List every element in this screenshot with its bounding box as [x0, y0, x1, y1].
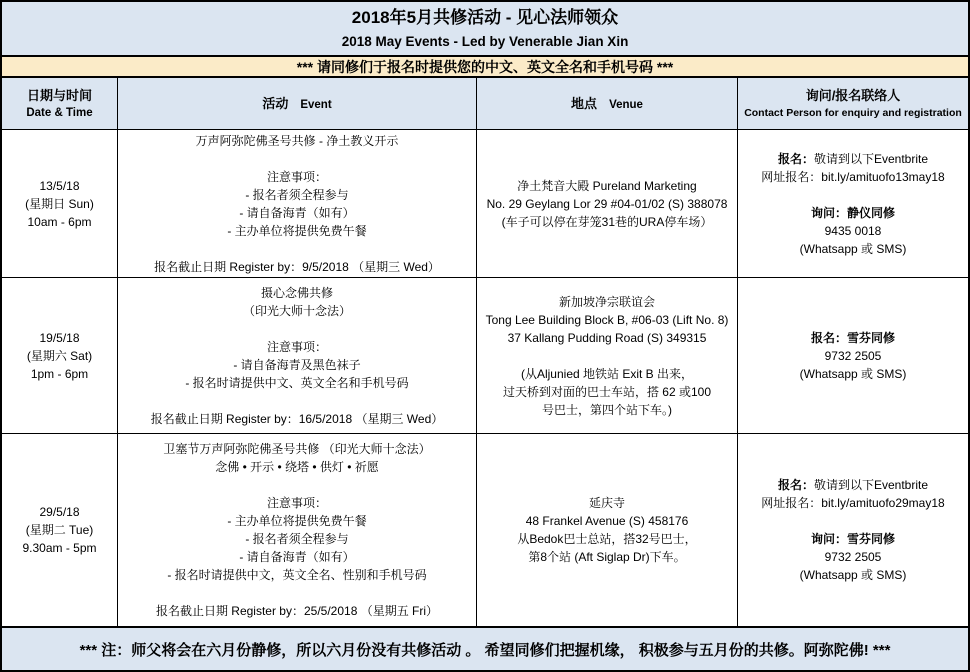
contact-cell: [738, 434, 968, 626]
text-line: 过天桥到对面的巴士车站，搭 62 或100: [502, 384, 712, 399]
footer-note-text: *** 注：师父将会在六月份静修，所以六月份没有共修活动 。 希望同修们把握机缘， 积极参与五月份的共修。阿弥陀佛! ***: [79, 641, 891, 659]
col-header-event-en: Event: [300, 98, 332, 111]
venue-cell: [477, 434, 738, 626]
notice-banner: [2, 57, 968, 78]
text-line: (星期二 Tue): [25, 523, 94, 537]
text-line: 报名截止日期 Register by：9/5/2018 （星期三 Wed）: [154, 259, 440, 274]
text-line: 注意事项：: [266, 339, 327, 354]
text-line: 报名截止日期 Register by：25/5/2018 （星期五 Fri）: [155, 604, 439, 618]
text-line: 报名：敬请到以下Eventbrite: [777, 478, 929, 492]
text-line: 10am - 6pm: [27, 214, 92, 229]
text-line: [295, 150, 298, 168]
text-line: [851, 186, 854, 204]
text-line: 摄心念佛共修: [260, 285, 333, 300]
column-header-row: [2, 78, 968, 130]
col-header-date-cn: 日期与时间: [26, 87, 92, 103]
text-line: 净土梵音大殿 Pureland Marketing: [517, 178, 697, 193]
text-line: 网址报名：bit.ly/amituofo13may18: [761, 169, 945, 184]
text-line: (星期日 Sun): [25, 196, 94, 211]
text-line: (Whatsapp 或 SMS): [799, 241, 907, 256]
text-line: 注意事项：: [266, 169, 327, 184]
text-line: 报名截止日期 Register by：16/5/2018 （星期三 Wed）: [150, 411, 444, 426]
footer-note: [2, 626, 968, 670]
text-line: No. 29 Geylang Lor 29 #04-01/02 (S) 388078: [486, 196, 728, 211]
text-line: 19/5/18: [39, 330, 80, 345]
text-line: 新加坡净宗联谊会: [558, 294, 655, 309]
text-line: (星期六 Sat): [26, 348, 93, 363]
contact-cell: [738, 278, 968, 433]
event-row: [2, 434, 968, 626]
text-line: (Whatsapp 或 SMS): [799, 366, 907, 381]
col-header-contact: [738, 78, 968, 129]
page-subtitle: 2018 May Events - Led by Venerable Jian Xin: [341, 33, 629, 49]
text-line: - 报名者须全程参与: [245, 187, 349, 202]
event-row: [2, 278, 968, 434]
text-line: 万声阿弥陀佛圣号共修 - 净土教义开示: [195, 133, 399, 148]
text-line: (车子可以停在芽笼31巷的URA停车场）: [501, 214, 713, 229]
text-line: 48 Frankel Avenue (S) 458176: [525, 514, 689, 528]
text-line: - 报名者须全程参与: [245, 532, 349, 546]
text-line: - 报名时请提供中文，英文全名、性别和手机号码: [167, 568, 427, 582]
col-header-venue-en: Venue: [609, 98, 643, 111]
text-line: [295, 320, 298, 338]
text-line: 13/5/18: [39, 178, 80, 193]
text-line: 延庆寺: [588, 496, 625, 510]
text-line: [295, 392, 298, 410]
text-line: 1pm - 6pm: [30, 366, 89, 381]
text-line: 询问：静仪同修: [810, 205, 895, 220]
text-line: (Whatsapp 或 SMS): [799, 568, 907, 582]
col-header-venue: [477, 78, 738, 129]
text-line: (从Aljunied 地铁站 Exit B 出来，: [520, 366, 694, 381]
venue-cell: [477, 278, 738, 433]
text-line: 念佛 • 开示 • 绕塔 • 供灯 • 祈愿: [215, 460, 379, 474]
text-line: 卫塞节万声阿弥陀佛圣号共修 （印光大师十念法）: [163, 442, 431, 456]
text-line: - 请自备海青（如有）: [239, 205, 355, 220]
text-line: 注意事项：: [266, 496, 327, 510]
col-header-venue-cn: 地点: [571, 95, 598, 111]
text-line: 网址报名：bit.ly/amituofo29may18: [761, 496, 945, 510]
text-line: - 报名时请提供中文、英文全名和手机号码: [185, 375, 409, 390]
text-line: 号巴士，第四个站下车。): [542, 402, 672, 417]
text-line: [295, 240, 298, 258]
col-header-contact-en: Contact Person for enquiry and registration: [744, 106, 962, 119]
page-title: 2018年5月共修活动 - 见心法师领众: [351, 7, 619, 27]
text-line: 第8个站 (Aft Siglap Dr)下车。: [528, 550, 686, 564]
text-line: 报名：敬请到以下Eventbrite: [777, 151, 929, 166]
text-line: 29/5/18: [39, 505, 80, 519]
event-row: [2, 130, 968, 278]
text-line: （印光大师十念法）: [242, 303, 351, 318]
text-line: 9732 2505: [824, 550, 882, 564]
text-line: [295, 476, 298, 494]
contact-cell: [738, 130, 968, 277]
col-header-event-cn: 活动: [262, 95, 289, 111]
text-line: 9732 2505: [824, 348, 882, 363]
text-line: 9435 0018: [824, 223, 882, 238]
col-header-event: [118, 78, 477, 129]
text-line: Tong Lee Building Block B, #06-03 (Lift No. 8): [485, 312, 729, 327]
col-header-date: [2, 78, 118, 129]
event-cell: [118, 434, 477, 626]
text-line: - 请自备海青及黑色袜子: [233, 357, 361, 372]
date-cell: [2, 130, 118, 277]
date-cell: [2, 434, 118, 626]
text-line: - 主办单位将提供免费午餐: [227, 514, 367, 528]
col-header-date-en: Date & Time: [26, 106, 93, 119]
col-header-contact-cn: 询问/报名联络人: [805, 87, 901, 103]
event-cell: [118, 278, 477, 433]
notice-text: *** 请同修们于报名时提供您的中文、英文全名和手机号码 ***: [296, 58, 674, 75]
text-line: 询问：雪芬同修: [810, 532, 895, 546]
events-table-body: [2, 130, 968, 626]
text-line: - 请自备海青（如有）: [239, 550, 355, 564]
text-line: 9.30am - 5pm: [22, 541, 97, 555]
text-line: 37 Kallang Pudding Road (S) 349315: [507, 330, 707, 345]
venue-cell: [477, 130, 738, 277]
text-line: - 主办单位将提供免费午餐: [227, 223, 367, 238]
page-header: [2, 2, 968, 57]
text-line: [605, 347, 608, 365]
event-cell: [118, 130, 477, 277]
text-line: [295, 584, 298, 602]
text-line: 报名：雪芬同修: [810, 330, 895, 345]
date-cell: [2, 278, 118, 433]
text-line: 从Bedok巴士总站，搭32号巴士，: [517, 532, 697, 546]
text-line: [851, 512, 854, 530]
